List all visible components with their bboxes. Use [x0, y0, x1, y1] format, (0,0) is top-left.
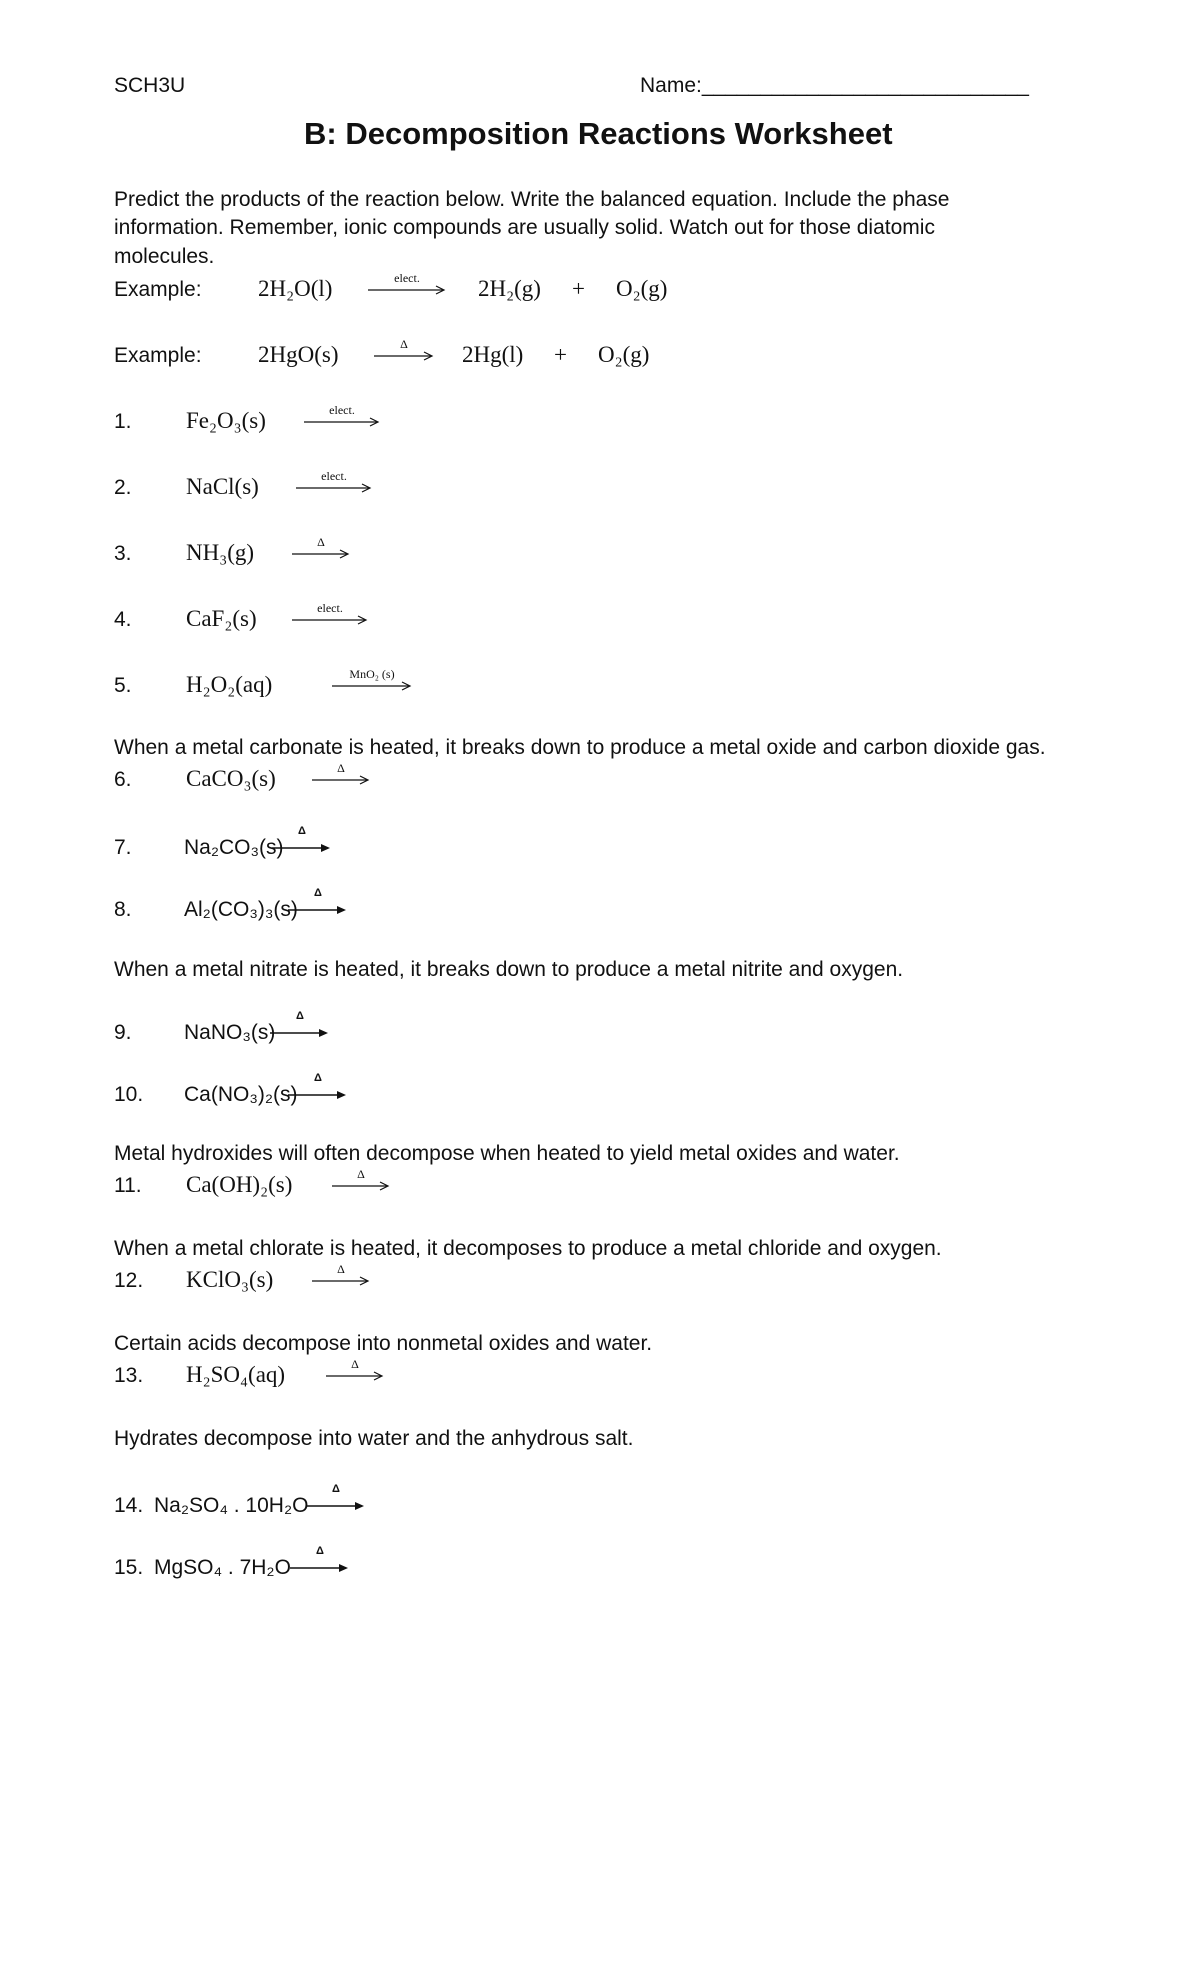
arrow-condition: elect.	[317, 601, 343, 615]
section-note-chlorate: When a metal chlorate is heated, it decomposes to produce a metal chloride and oxygen.	[114, 1237, 942, 1260]
reaction-arrow-icon	[368, 271, 446, 295]
name-label: Name:	[640, 74, 702, 97]
arrow-condition: Δ	[314, 887, 322, 899]
page-title: B: Decomposition Reactions Worksheet	[304, 116, 893, 151]
arrow-condition: Δ	[314, 1072, 322, 1084]
reaction-arrow-icon	[272, 825, 332, 853]
reaction-arrow-icon	[292, 601, 368, 625]
question-formula: NaNO₃(s)	[184, 1021, 276, 1044]
example-label: Example:	[114, 344, 202, 367]
question-number: 15.	[114, 1556, 144, 1579]
question-formula: H₂SO₄(aq)	[186, 1362, 286, 1387]
question-number: 2.	[114, 476, 132, 499]
arrow-condition: Δ	[332, 1483, 340, 1495]
example-product-2: O₂(g)	[616, 276, 668, 301]
example-product-1: 2H₂(g)	[478, 276, 541, 301]
arrow-condition: Δ	[316, 1545, 324, 1557]
reaction-arrow-icon	[270, 1010, 330, 1038]
question-number: 14.	[114, 1494, 144, 1517]
section-note-nitrate: When a metal nitrate is heated, it breaks down to produce a metal nitrite and oxygen.	[114, 958, 904, 981]
plus-sign: +	[554, 342, 567, 367]
arrow-condition: Δ	[400, 337, 408, 351]
question-number: 11.	[114, 1174, 142, 1197]
question-formula: Fe₂O₃(s)	[186, 408, 266, 433]
instruction-line-2: information. Remember, ionic compounds are usually solid. Watch out for those diatomic	[114, 216, 935, 239]
reaction-arrow-icon	[374, 337, 434, 361]
question-number: 10.	[114, 1083, 144, 1106]
reaction-arrow-icon	[326, 1357, 384, 1381]
arrow-condition: elect.	[329, 403, 355, 417]
arrow-condition: elect.	[394, 271, 420, 285]
question-formula: MgSO₄ . 7H₂O	[154, 1556, 291, 1579]
section-note-carbonate: When a metal carbonate is heated, it breaks down to produce a metal oxide and carbon dioxide gas.	[114, 736, 1046, 759]
arrow-condition: elect.	[321, 469, 347, 483]
reaction-arrow-icon	[290, 1545, 350, 1573]
arrow-condition: Δ	[298, 825, 306, 837]
question-number: 5.	[114, 674, 132, 697]
question-formula: Ca(NO₃)₂(s)	[184, 1083, 298, 1106]
reaction-arrow-icon	[306, 1483, 366, 1511]
example-label: Example:	[114, 278, 202, 301]
question-number: 1.	[114, 410, 132, 433]
question-number: 13.	[114, 1364, 144, 1387]
example-product-2: O₂(g)	[598, 342, 650, 367]
question-number: 3.	[114, 542, 132, 565]
question-formula: H₂O₂(aq)	[186, 672, 273, 697]
arrow-condition: Δ	[337, 761, 345, 775]
name-line: ____________________________	[701, 74, 1029, 97]
reaction-arrow-icon	[296, 469, 372, 493]
reaction-arrow-icon	[288, 1072, 348, 1100]
instruction-line-1: Predict the products of the reaction below. Write the balanced equation. Include the phase	[114, 188, 950, 211]
reaction-arrow-icon	[292, 535, 350, 559]
arrow-condition: Δ	[317, 535, 325, 549]
reaction-arrow-icon	[332, 667, 412, 691]
name-field[interactable]	[640, 74, 1029, 98]
question-formula: Na₂SO₄ . 10H₂O	[154, 1494, 309, 1517]
question-number: 8.	[114, 898, 132, 921]
question-formula: CaF₂(s)	[186, 606, 257, 631]
section-note-hydrate: Hydrates decompose into water and the anhydrous salt.	[114, 1427, 634, 1450]
example-reactant: 2H₂O(l)	[258, 276, 333, 301]
section-note-acid: Certain acids decompose into nonmetal oxides and water.	[114, 1332, 653, 1355]
course-code: SCH3U	[114, 74, 186, 97]
reaction-arrow-icon	[304, 403, 380, 427]
arrow-condition: MnO₂ (s)	[349, 667, 395, 681]
question-number: 9.	[114, 1021, 132, 1044]
question-formula: Na₂CO₃(s)	[184, 836, 284, 859]
question-number: 6.	[114, 768, 132, 791]
instruction-line-3: molecules.	[114, 245, 215, 268]
example-product-1: 2Hg(l)	[462, 342, 524, 367]
question-formula: KClO₃(s)	[186, 1267, 274, 1292]
question-formula: Ca(OH)₂(s)	[186, 1172, 293, 1197]
reaction-arrow-icon	[312, 761, 370, 785]
section-note-hydroxide: Metal hydroxides will often decompose when heated to yield metal oxides and water.	[114, 1142, 900, 1165]
reaction-arrow-icon	[288, 887, 348, 915]
question-formula: Al₂(CO₃)₃(s)	[184, 898, 298, 921]
question-number: 4.	[114, 608, 132, 631]
plus-sign: +	[572, 276, 585, 301]
question-number: 7.	[114, 836, 132, 859]
arrow-condition: Δ	[351, 1357, 359, 1371]
question-formula: CaCO₃(s)	[186, 766, 276, 791]
arrow-condition: Δ	[296, 1010, 304, 1022]
question-number: 12.	[114, 1269, 144, 1292]
arrow-condition: Δ	[357, 1167, 365, 1181]
reaction-arrow-icon	[312, 1262, 370, 1286]
arrow-condition: Δ	[337, 1262, 345, 1276]
question-formula: NH₃(g)	[186, 540, 255, 565]
question-formula: NaCl(s)	[186, 474, 259, 499]
example-reactant: 2HgO(s)	[258, 342, 339, 367]
reaction-arrow-icon	[332, 1167, 390, 1191]
